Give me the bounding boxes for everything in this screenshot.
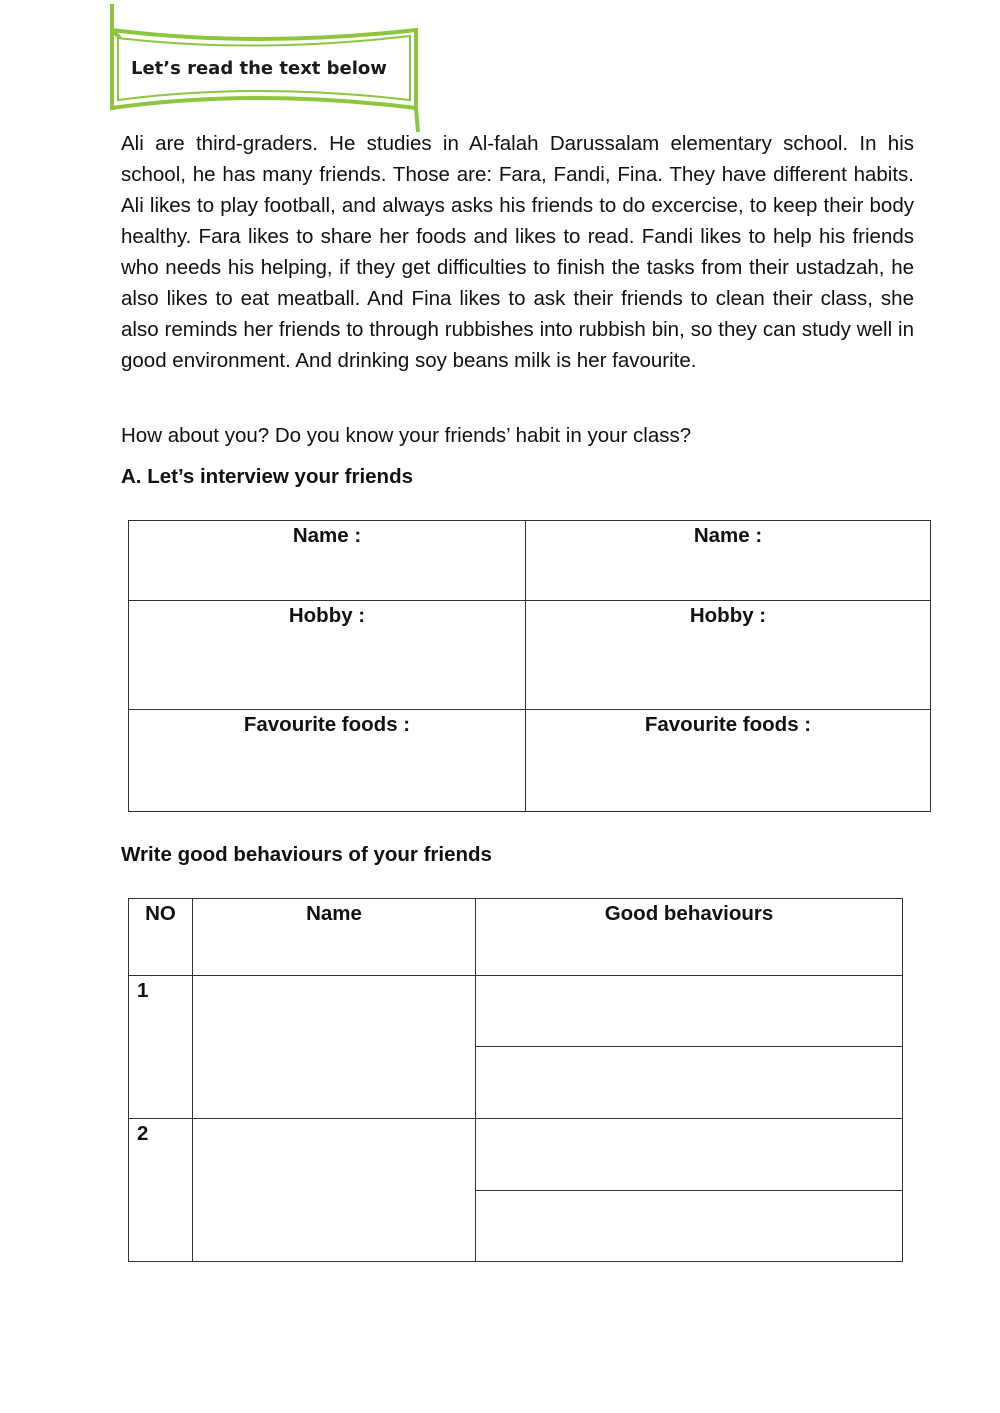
behaviour-input-cell[interactable] xyxy=(476,1047,903,1119)
foods-cell-left[interactable]: Favourite foods : xyxy=(129,710,526,812)
interview-table xyxy=(128,520,931,812)
row-number: 1 xyxy=(129,976,193,1119)
section-b-heading: Write good behaviours of your friends xyxy=(121,843,492,866)
behaviour-input-cell[interactable] xyxy=(476,1191,903,1262)
question-text: How about you? Do you know your friends’ habit in your class? xyxy=(121,424,692,447)
banner-title: Let’s read the text below xyxy=(131,58,387,79)
header-good-behaviours: Good behaviours xyxy=(476,899,903,976)
foods-cell-right[interactable]: Favourite foods : xyxy=(526,710,931,812)
name-cell-left[interactable]: Name : xyxy=(129,521,526,601)
row-number: 2 xyxy=(129,1119,193,1262)
title-banner xyxy=(104,0,424,135)
hobby-cell-left[interactable]: Hobby : xyxy=(129,601,526,710)
behaviour-input-cell[interactable] xyxy=(476,976,903,1047)
name-cell-right[interactable]: Name : xyxy=(526,521,931,601)
behaviour-input-cell[interactable] xyxy=(476,1119,903,1191)
section-a-heading: A. Let’s interview your friends xyxy=(121,465,414,488)
header-name: Name xyxy=(193,899,476,976)
hobby-cell-right[interactable]: Hobby : xyxy=(526,601,931,710)
name-input-cell[interactable] xyxy=(193,976,476,1119)
story-paragraph: Ali are third-graders. He studies in Al-falah Darussalam elementary school. In his school, he has many friends. Those are: Fara, Fandi, Fina. They have different habits. Ali likes to play football, and always asks his friends to do excercise, to keep their body healthy. Fara likes to share her foods and likes to read. Fandi likes to help his friends who needs his helping, if they get difficulties to finish the tasks from their ustadzah, he also likes to eat meatball. And Fina likes to ask their friends to clean their class, she also reminds her friends to through rubbishes into rubbish bin, so they can study well in good environment. And drinking soy beans milk is her favourite. xyxy=(121,132,914,372)
header-no: NO xyxy=(129,899,193,976)
name-input-cell[interactable] xyxy=(193,1119,476,1262)
behaviour-table xyxy=(128,898,903,1262)
